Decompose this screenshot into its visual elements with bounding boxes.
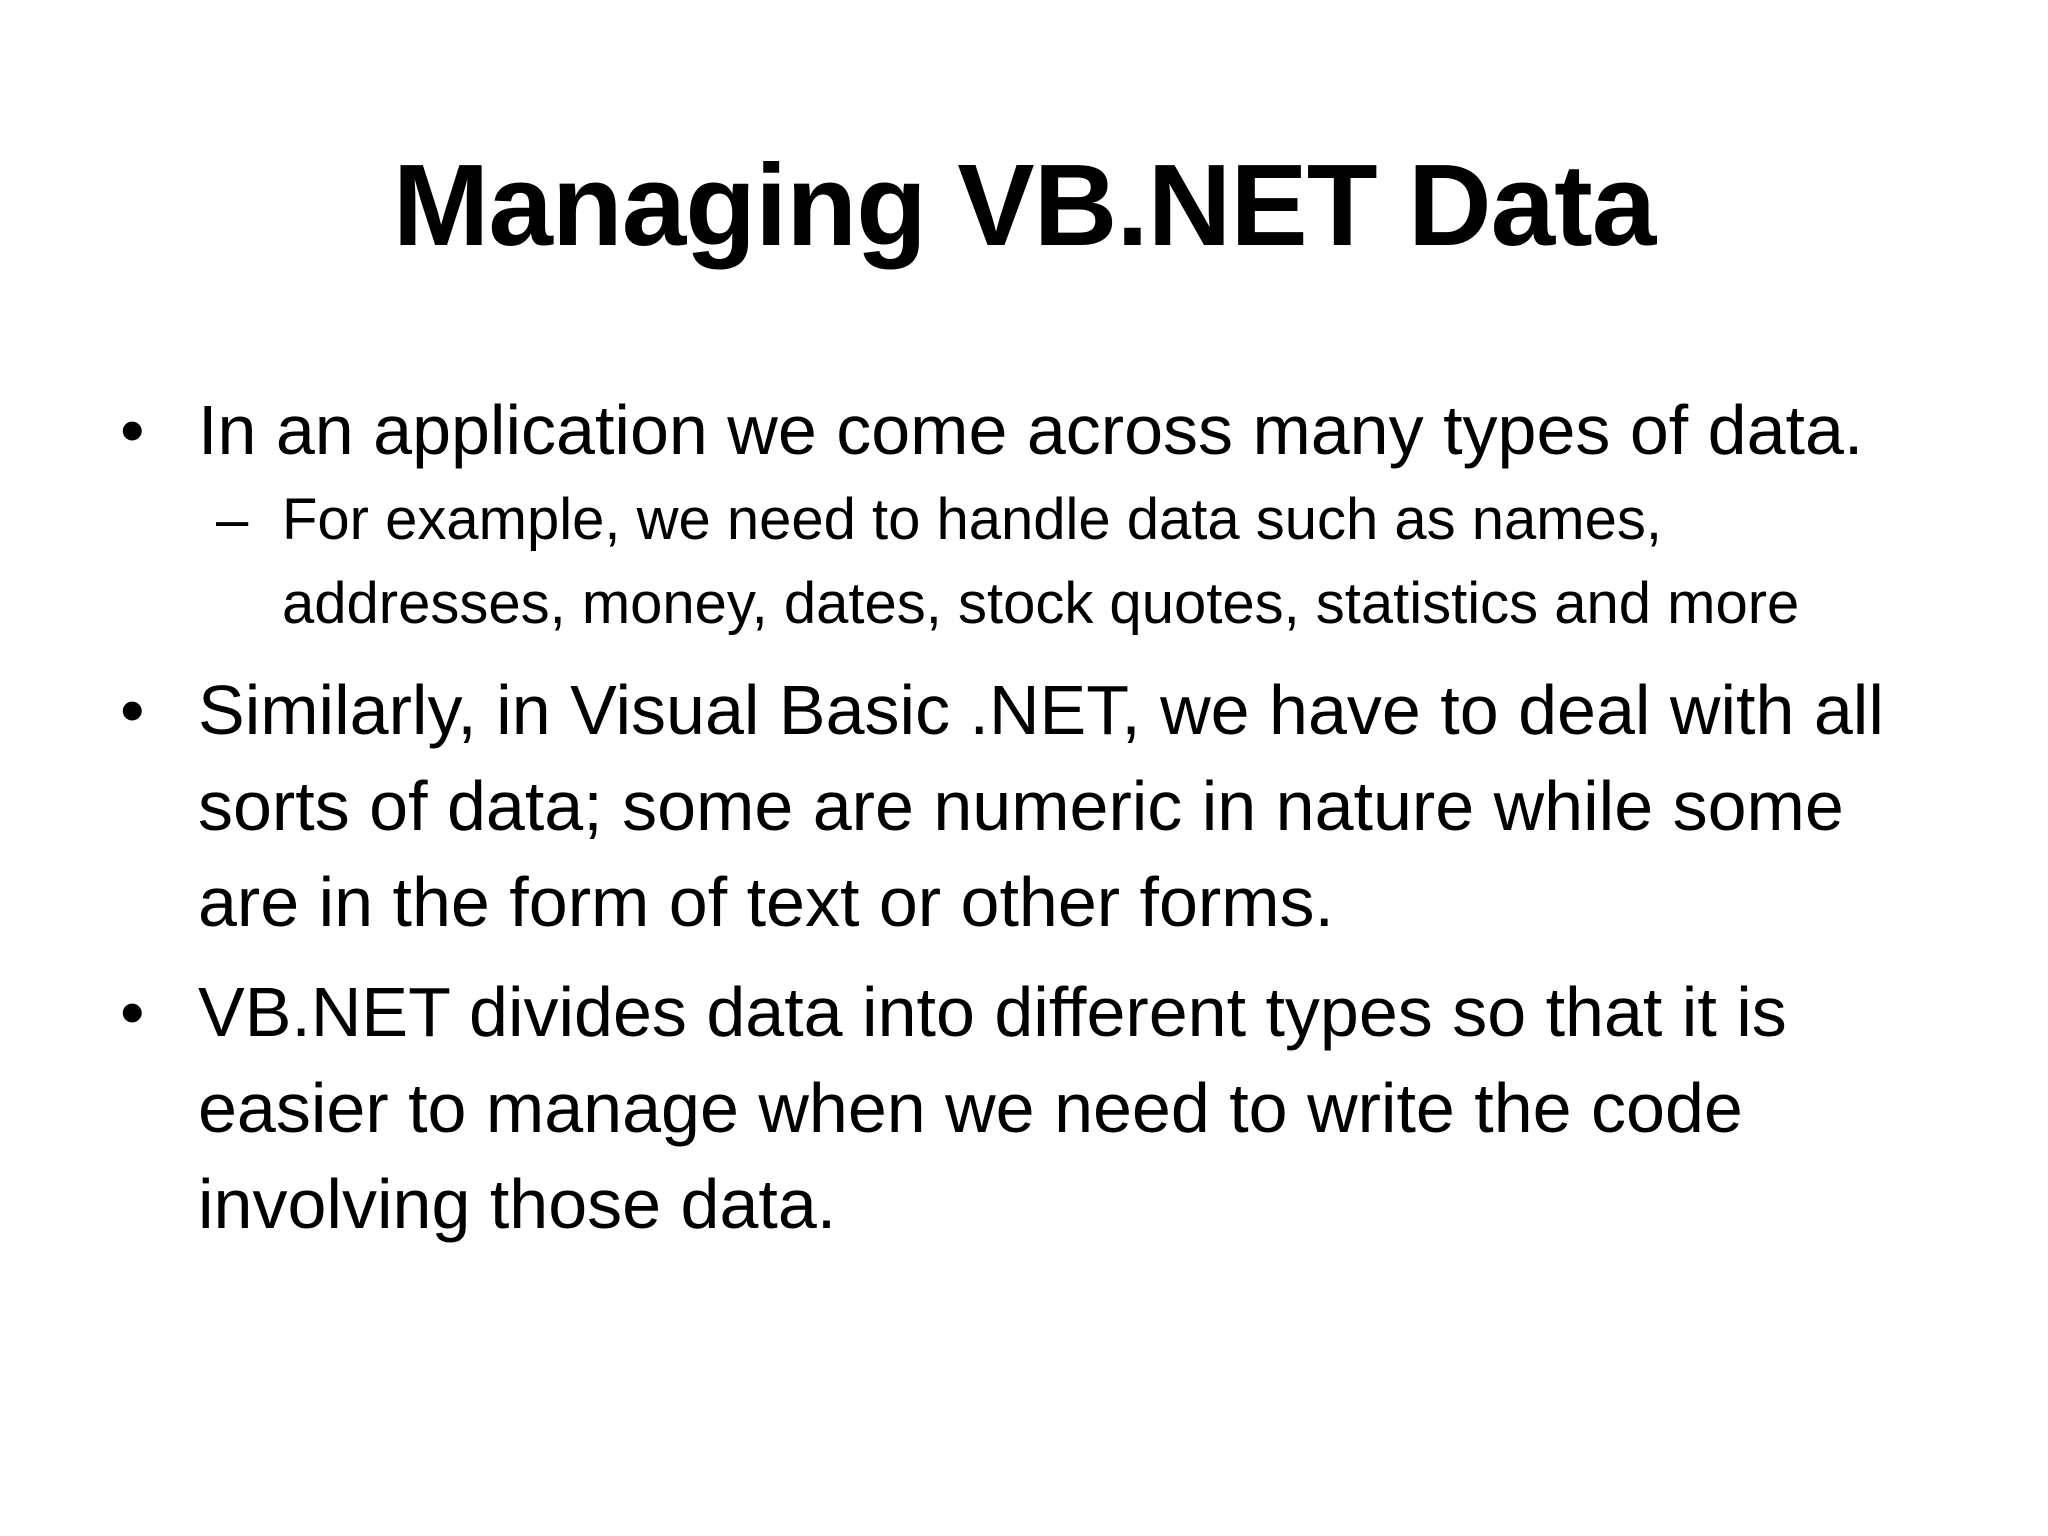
sub-bullet-item — [120, 478, 1920, 646]
sub-bullet-text: For example, we need to handle data such as names, addresses, money, dates, stock quotes, statistics and more — [282, 487, 1800, 636]
bullet-item — [120, 382, 1920, 478]
dash-icon: – — [216, 487, 249, 552]
bullet-item — [120, 662, 1920, 950]
bullet-text: In an application we come across many types of data. — [198, 391, 1864, 469]
bullet-icon: • — [120, 671, 145, 749]
bullet-icon: • — [120, 391, 145, 469]
bullet-text: VB.NET divides data into different types so that it is easier to manage when we need to write the code involving those data. — [198, 973, 1787, 1243]
slide-title: Managing VB.NET Data — [392, 140, 1656, 270]
slide-body — [120, 382, 1920, 1252]
bullet-text: Similarly, in Visual Basic .NET, we have to deal with all sorts of data; some are numeric in nature while some are in the form of text or other forms. — [198, 671, 1884, 941]
bullet-icon: • — [120, 973, 145, 1051]
bullet-item — [120, 964, 1920, 1252]
